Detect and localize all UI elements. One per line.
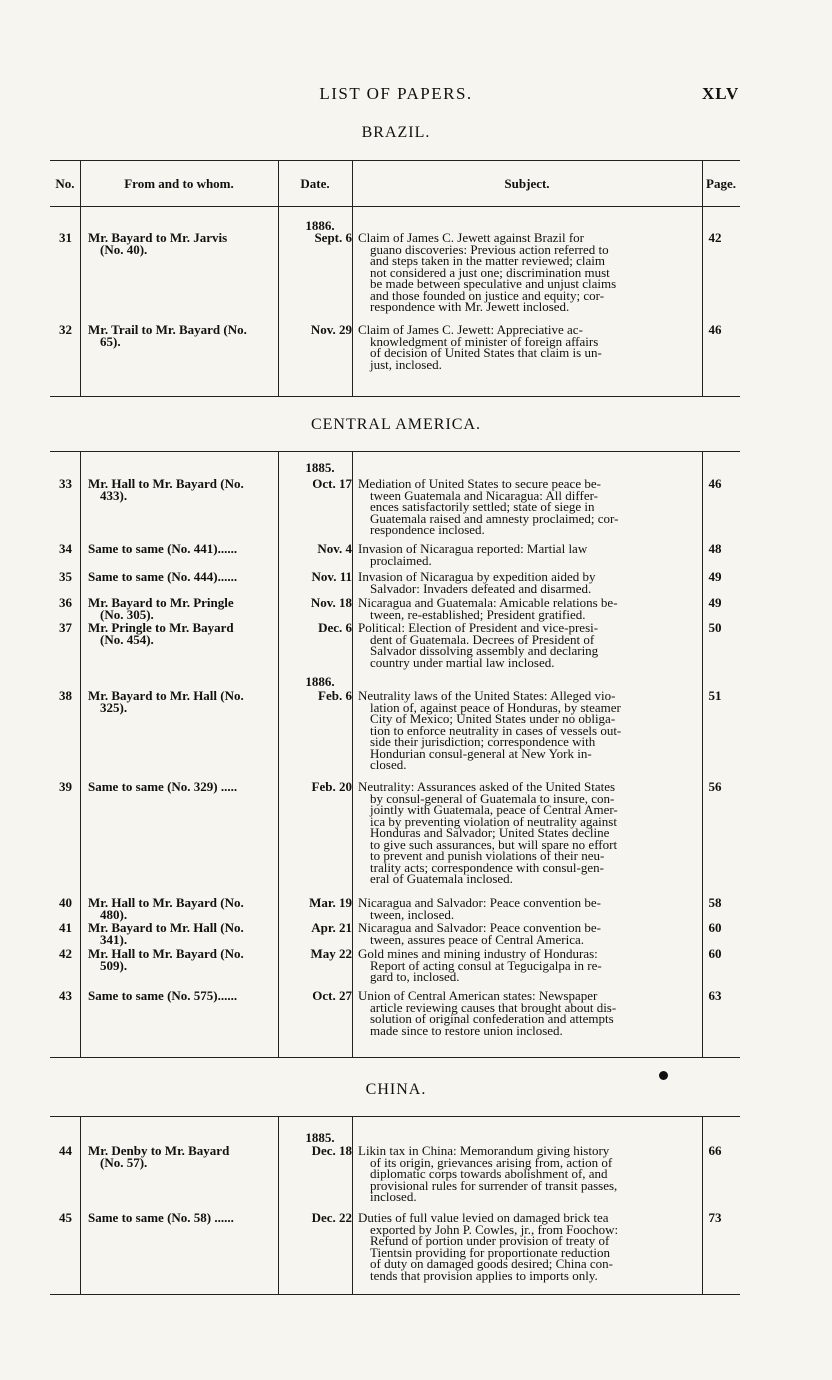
entry-correspondents [88,597,274,620]
entry-number: 40 [59,895,72,910]
subject-line: Claim of James C. Jewett: Appreciative ac- [358,322,583,337]
entry-subject [358,897,692,920]
subject-line: Likin tax in China: Memorandum giving history [358,1143,610,1158]
entry-subject [358,543,692,566]
date-year: 1885. [305,1130,335,1145]
entry-correspondents [88,897,274,920]
entry-page: 73 [708,1210,722,1225]
subject-line: respondence with Mr. Jewett inclosed. [370,299,570,314]
entry-correspondents [88,1145,274,1168]
entry-number: 42 [59,946,72,961]
entry-correspondents [88,1212,274,1224]
entry-correspondents [88,571,274,583]
subject-line: be made between speculative and unjust claims [370,276,617,291]
entry-correspondents [88,948,274,971]
entry-page: 49 [708,569,722,584]
entry-subject [358,324,692,370]
subject-line: tween, re-established; President gratified. [370,606,586,622]
subject-line: diplomatic corps towards abolishment of, and [370,1166,608,1181]
subject-line: article reviewing causes that brought about dis- [370,999,617,1015]
date-year: 1886. [305,218,335,233]
subject-line: by consul-general of Guatemala to insure, con- [370,790,615,806]
column-divider [702,451,703,1057]
correspondents-line: (No. 57). [100,1154,148,1170]
entry-number: 45 [59,1210,72,1225]
entry-subject [358,948,692,983]
entry-subject [358,781,692,885]
subject-line: not considered a just one; discrimination must [370,264,610,280]
correspondents-line: 325). [100,699,128,715]
subject-line: just, inclosed. [370,356,442,372]
subject-line: proclaimed. [370,552,432,568]
entry-page: 49 [708,595,722,610]
entry-number: 41 [59,920,72,935]
table-top-rule [50,451,740,452]
subject-line: knowledgment of minister of foreign affairs [370,333,599,349]
entry-date: Dec. 22 [311,1210,352,1225]
entry-subject [358,571,692,594]
entry-date: Nov. 11 [311,569,352,584]
entry-subject [358,1212,692,1281]
subject-line: and steps taken in the matter reviewed; claim [370,253,605,268]
correspondents-line: Mr. Hall to Mr. Bayard (No. [88,946,244,961]
entry-date: Nov. 18 [310,595,352,610]
correspondents-line: Same to same (No. 444)...... [88,569,238,584]
page-number: XLV [702,84,740,103]
entry-correspondents [88,990,274,1002]
subject-line: Hondurian consul-general at New York in- [370,745,592,761]
subject-line: inclosed. [370,1189,417,1204]
subject-line: provisional rules for surrender of transit passes, [370,1177,618,1193]
entry-number: 34 [59,541,72,556]
subject-line: respondence inclosed. [370,522,485,537]
column-header-no: No. [55,176,75,191]
subject-line: trality acts; correspondence with consul-gen- [370,859,604,875]
correspondents-line: Same to same (No. 441)...... [88,541,238,556]
correspondents-line: Mr. Pringle to Mr. Bayard [88,620,234,635]
entry-page: 58 [708,895,722,910]
correspondents-line: Mr. Bayard to Mr. Hall (No. [88,920,244,935]
entry-correspondents [88,324,274,347]
subject-line: of decision of United States that claim is un- [370,345,602,360]
date-year: 1885. [305,460,335,475]
entry-date: Nov. 4 [317,541,352,556]
correspondents-line: 65). [100,333,121,349]
entry-page: 60 [708,920,722,935]
entry-number: 31 [59,230,72,245]
correspondents-line: (No. 40). [100,241,148,257]
subject-line: of duty on damaged goods desired; China con- [370,1256,613,1271]
subject-line: lation of, against peace of Honduras, by steamer [370,699,621,715]
entry-date: Oct. 27 [312,988,352,1003]
column-divider [352,451,353,1057]
entry-page: 51 [708,688,722,703]
section-title: CHINA. [365,1081,427,1098]
subject-line: tween Guatemala and Nicaragua: All differ- [370,487,598,503]
entry-number: 32 [59,322,72,337]
entry-date: Dec. 6 [318,620,352,635]
correspondents-line: 341). [100,931,128,947]
table-top-rule [50,1116,740,1117]
subject-line: solution of original confederation and attempts [370,1011,614,1026]
subject-line: guano discoveries: Previous action referred to [370,241,609,257]
entry-subject [358,690,692,771]
column-divider [278,160,279,396]
ink-spot [659,1071,668,1080]
correspondents-line: Same to same (No. 329) ..... [88,779,238,794]
subject-line: Salvador dissolving assembly and declaring [370,643,599,658]
entry-correspondents [88,781,274,793]
subject-line: to give such assurances, but will spare no effort [370,836,618,852]
entry-page: 66 [708,1143,722,1158]
subject-line: Mediation of United States to secure peace be- [358,476,601,491]
entry-number: 37 [59,620,72,635]
entry-subject [358,990,692,1036]
subject-line: Claim of James C. Jewett against Brazil for [358,230,585,245]
table-bottom-rule [50,396,740,397]
subject-line: Union of Central American states: Newspaper [358,988,598,1003]
column-divider [278,1116,279,1294]
entry-page: 50 [708,620,722,635]
entry-page: 56 [708,779,722,794]
table-bottom-rule [50,1294,740,1295]
subject-line: Nicaragua and Salvador: Peace convention be- [358,895,601,910]
entry-correspondents [88,622,274,645]
entry-date: Dec. 18 [311,1143,352,1158]
subject-line: Neutrality: Assurances asked of the United States [358,779,616,794]
subject-line: ences satisfactorily settled; state of siege in [370,499,595,514]
entry-page: 48 [708,541,722,556]
column-divider [352,160,353,396]
subject-line: dent of Guatemala. Decrees of President of [370,631,595,647]
subject-line: gard to, inclosed. [370,969,460,984]
entry-page: 63 [708,988,722,1003]
column-divider [352,1116,353,1294]
subject-line: eral of Guatemala inclosed. [370,871,513,886]
column-divider [278,451,279,1057]
subject-line: Honduras and Salvador; United States decline [370,825,610,840]
correspondents-line: Mr. Hall to Mr. Bayard (No. [88,476,244,491]
entry-number: 35 [59,569,72,584]
entry-correspondents [88,478,274,501]
list-table [50,160,740,396]
entry-subject [358,1145,692,1203]
column-header-from: From and to whom. [124,176,234,191]
page-title: LIST OF PAPERS. [319,84,473,103]
date-year: 1886. [305,674,335,689]
header-rule [50,206,740,207]
entry-date: Nov. 29 [310,322,352,337]
entry-correspondents [88,543,274,555]
correspondents-line: (No. 305). [100,606,154,622]
subject-line: country under martial law inclosed. [370,654,555,670]
entry-date: Mar. 19 [309,895,352,910]
subject-line: ica by preventing violation of neutrality against [370,813,617,829]
column-header-subject: Subject. [504,176,550,191]
subject-line: Nicaragua and Salvador: Peace convention be- [358,920,601,935]
correspondents-line: 480). [100,906,128,922]
entry-date: Sept. 6 [314,230,352,245]
correspondents-line: 433). [100,487,128,503]
subject-line: Tientsin providing for proportionate reduction [370,1244,610,1260]
correspondents-line: Mr. Bayard to Mr. Jarvis [88,230,228,245]
subject-line: Refund of portion under provision of treaty of [370,1233,610,1248]
subject-line: tween, inclosed. [370,906,455,922]
entry-date: Feb. 6 [318,688,352,703]
correspondents-line: Same to same (No. 58) ...... [88,1210,234,1225]
column-divider [80,160,81,396]
subject-line: tween, assures peace of Central America. [370,931,585,947]
correspondents-line: Mr. Bayard to Mr. Hall (No. [88,688,244,703]
subject-line: Duties of full value levied on damaged brick tea [358,1210,609,1225]
column-header-date: Date. [300,176,330,191]
subject-line: exported by John P. Cowles, jr., from Foochow: [370,1221,619,1237]
entry-date: Oct. 17 [312,476,352,491]
entry-page: 46 [708,322,722,337]
subject-line: Report of acting consul at Tegucigalpa in re- [370,957,602,973]
subject-line: Nicaragua and Guatemala: Amicable relations be- [358,595,618,610]
column-divider [702,160,703,396]
entry-number: 38 [59,688,72,703]
entry-subject [358,922,692,945]
subject-line: to prevent and punish violations of their neu- [370,848,605,863]
entry-subject [358,597,692,620]
subject-line: tion to enforce neutrality in cases of vessels out- [370,722,622,738]
correspondents-line: Mr. Bayard to Mr. Pringle [88,595,234,610]
subject-line: Salvador: Invaders defeated and disarmed. [370,580,592,596]
column-divider [80,1116,81,1294]
subject-line: Invasion of Nicaragua by expedition aided by [358,569,596,584]
section-title: CENTRAL AMERICA. [310,416,482,433]
list-table [50,451,740,1057]
entry-subject [358,478,692,536]
entry-page: 46 [708,476,722,491]
column-divider [80,451,81,1057]
entry-correspondents [88,690,274,713]
entry-number: 36 [59,595,72,610]
correspondents-line: 509). [100,957,128,973]
correspondents-line: (No. 454). [100,631,154,647]
subject-line: City of Mexico; United States under no obliga- [370,711,616,726]
table-bottom-rule [50,1057,740,1058]
subject-line: Neutrality laws of the United States: Alleged vio- [358,688,616,703]
entry-correspondents [88,922,274,945]
subject-line: Invasion of Nicaragua reported: Martial law [358,541,588,556]
correspondents-line: Same to same (No. 575)...... [88,988,238,1003]
subject-line: Political: Election of President and vice-presi- [358,620,599,635]
subject-line: and those founded on justice and equity; cor- [370,287,605,303]
entry-date: Feb. 20 [311,779,352,794]
entry-number: 44 [59,1143,72,1158]
subject-line: closed. [370,757,407,772]
entry-correspondents [88,232,274,255]
entry-number: 43 [59,988,72,1003]
correspondents-line: Mr. Hall to Mr. Bayard (No. [88,895,244,910]
table-top-rule [50,160,740,161]
entry-subject [358,232,692,313]
subject-line: side their jurisdiction; correspondence with [370,734,596,749]
entry-date: May 22 [310,946,352,961]
subject-line: Gold mines and mining industry of Honduras: [358,946,598,961]
column-header-page: Page. [706,176,736,191]
section-title: BRAZIL. [361,124,431,141]
correspondents-line: Mr. Denby to Mr. Bayard [88,1143,230,1158]
subject-line: Guatemala raised and amnesty proclaimed; cor- [370,510,619,526]
entry-page: 60 [708,946,722,961]
list-table [50,1116,740,1294]
entry-date: Apr. 21 [311,920,352,935]
subject-line: of its origin, grievances arising from, action of [370,1154,613,1170]
entry-number: 33 [59,476,72,491]
entry-page: 42 [708,230,722,245]
entry-number: 39 [59,779,72,794]
subject-line: tends that provision applies to imports only. [370,1267,598,1283]
correspondents-line: Mr. Trail to Mr. Bayard (No. [88,322,247,337]
entry-subject [358,622,692,668]
column-divider [702,1116,703,1294]
subject-line: made since to restore union inclosed. [370,1022,563,1038]
subject-line: jointly with Guatemala, peace of Central Amer- [370,802,618,817]
